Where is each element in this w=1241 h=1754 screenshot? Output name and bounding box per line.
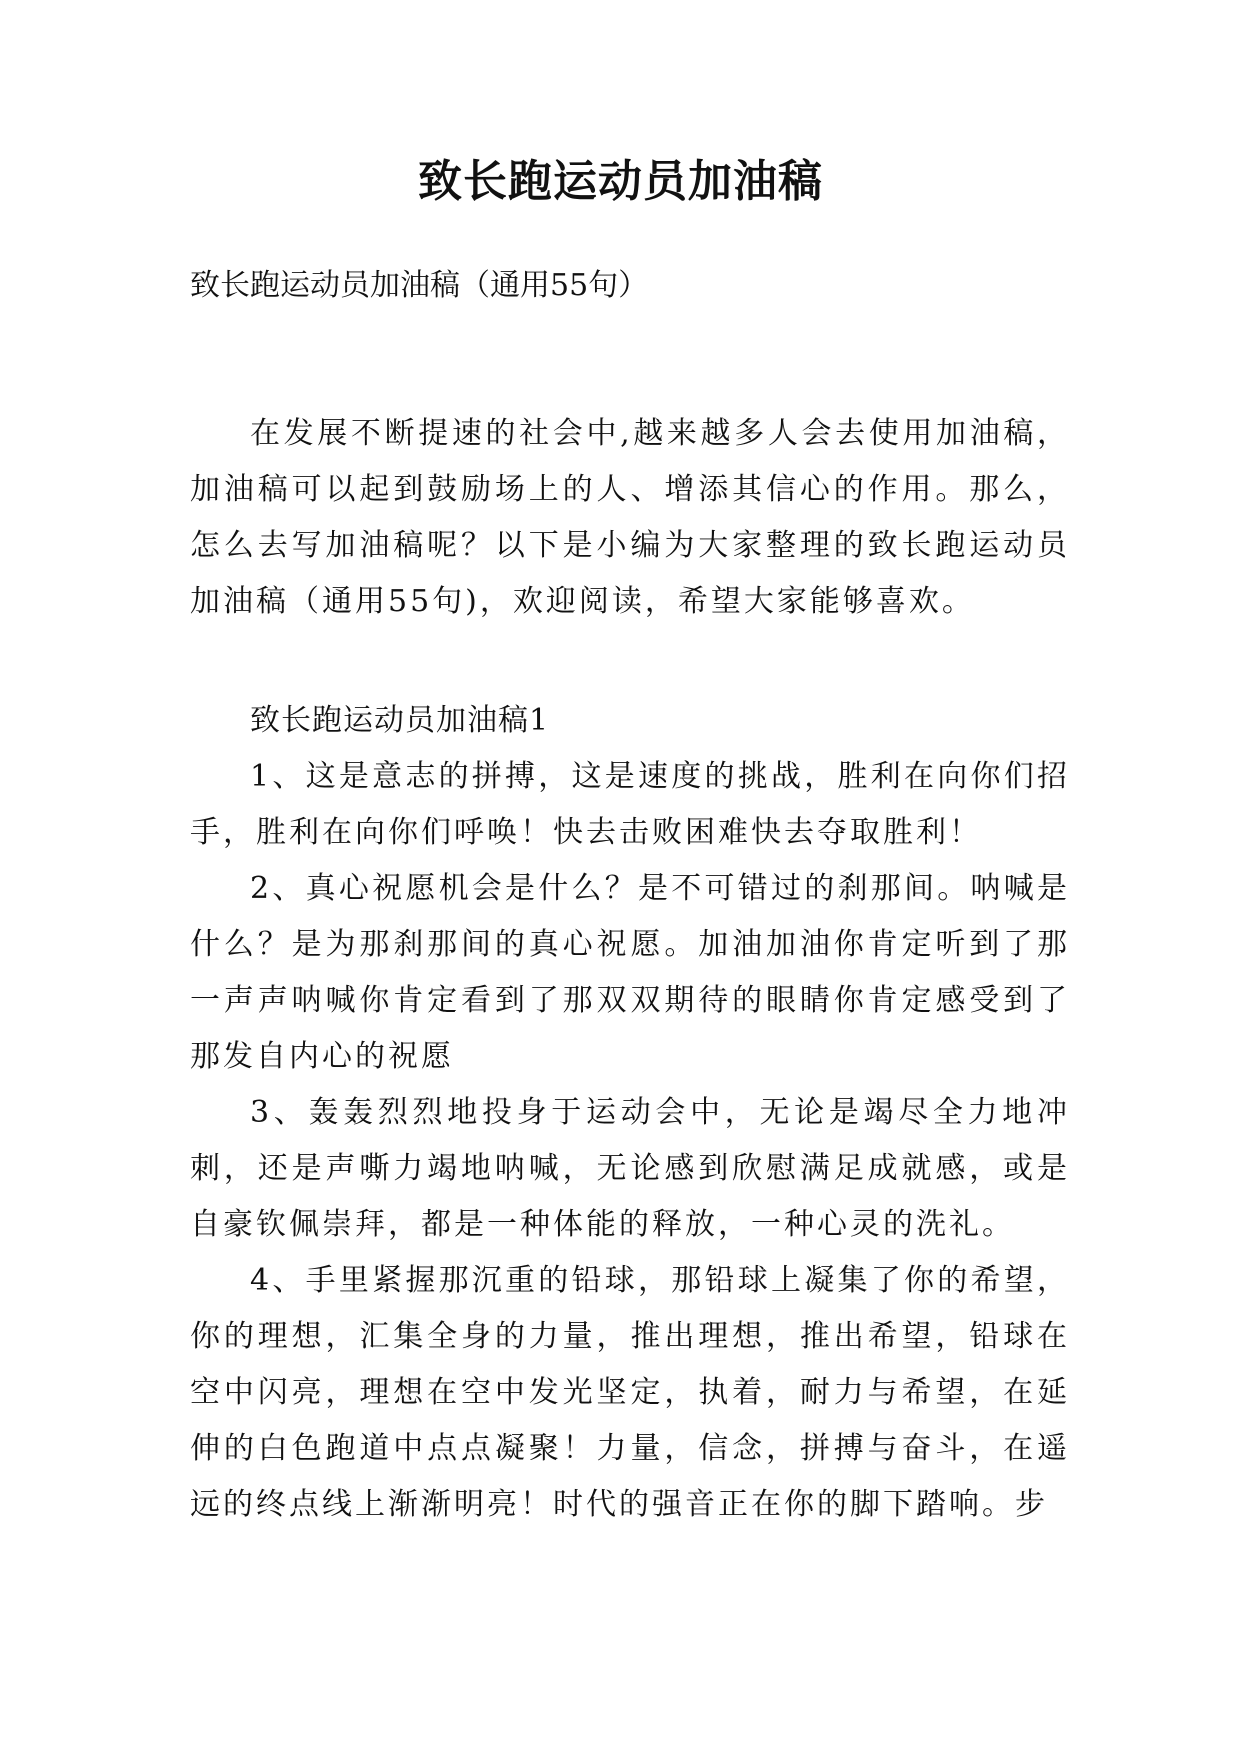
list-item: 2、真心祝愿机会是什么？是不可错过的刹那间。呐喊是什么？是为那刹那间的真心祝愿。加油加油你肯定听到了那一声声呐喊你肯定看到了那双双期待的眼睛你肯定感受到了那发自内心的祝愿 bbox=[190, 871, 1070, 1074]
list-item: 1、这是意志的拼搏，这是速度的挑战，胜利在向你们招手，胜利在向你们呼唤！快去击败困难快去夺取胜利！ bbox=[190, 759, 1070, 850]
section-heading: 致长跑运动员加油稿1 bbox=[250, 703, 550, 738]
document-subtitle: 致长跑运动员加油稿（通用55句） bbox=[190, 268, 649, 303]
list-item: 4、手里紧握那沉重的铅球，那铅球上凝集了你的希望，你的理想，汇集全身的力量，推出理想，推出希望，铅球在空中闪亮，理想在空中发光坚定，执着，耐力与希望，在延伸的白色跑道中点点凝聚！力量，信念，拼搏与奋斗，在遥远的终点线上渐渐明亮！时代的强音正在你的脚下踏响。步 bbox=[190, 1263, 1070, 1522]
document-title: 致长跑运动员加油稿 bbox=[418, 156, 823, 207]
content-block bbox=[190, 693, 1070, 1533]
intro-block bbox=[190, 406, 1070, 630]
list-item: 3、轰轰烈烈地投身于运动会中，无论是竭尽全力地冲刺，还是声嘶力竭地呐喊，无论感到欣慰满足成就感，或是自豪钦佩崇拜，都是一种体能的释放，一种心灵的洗礼。 bbox=[190, 1095, 1070, 1242]
intro-paragraph: 在发展不断提速的社会中,越来越多人会去使用加油稿，加油稿可以起到鼓励场上的人、增添其信心的作用。那么，怎么去写加油稿呢？以下是小编为大家整理的致长跑运动员加油稿（通用55句)，欢迎阅读，希望大家能够喜欢。 bbox=[190, 416, 1070, 619]
